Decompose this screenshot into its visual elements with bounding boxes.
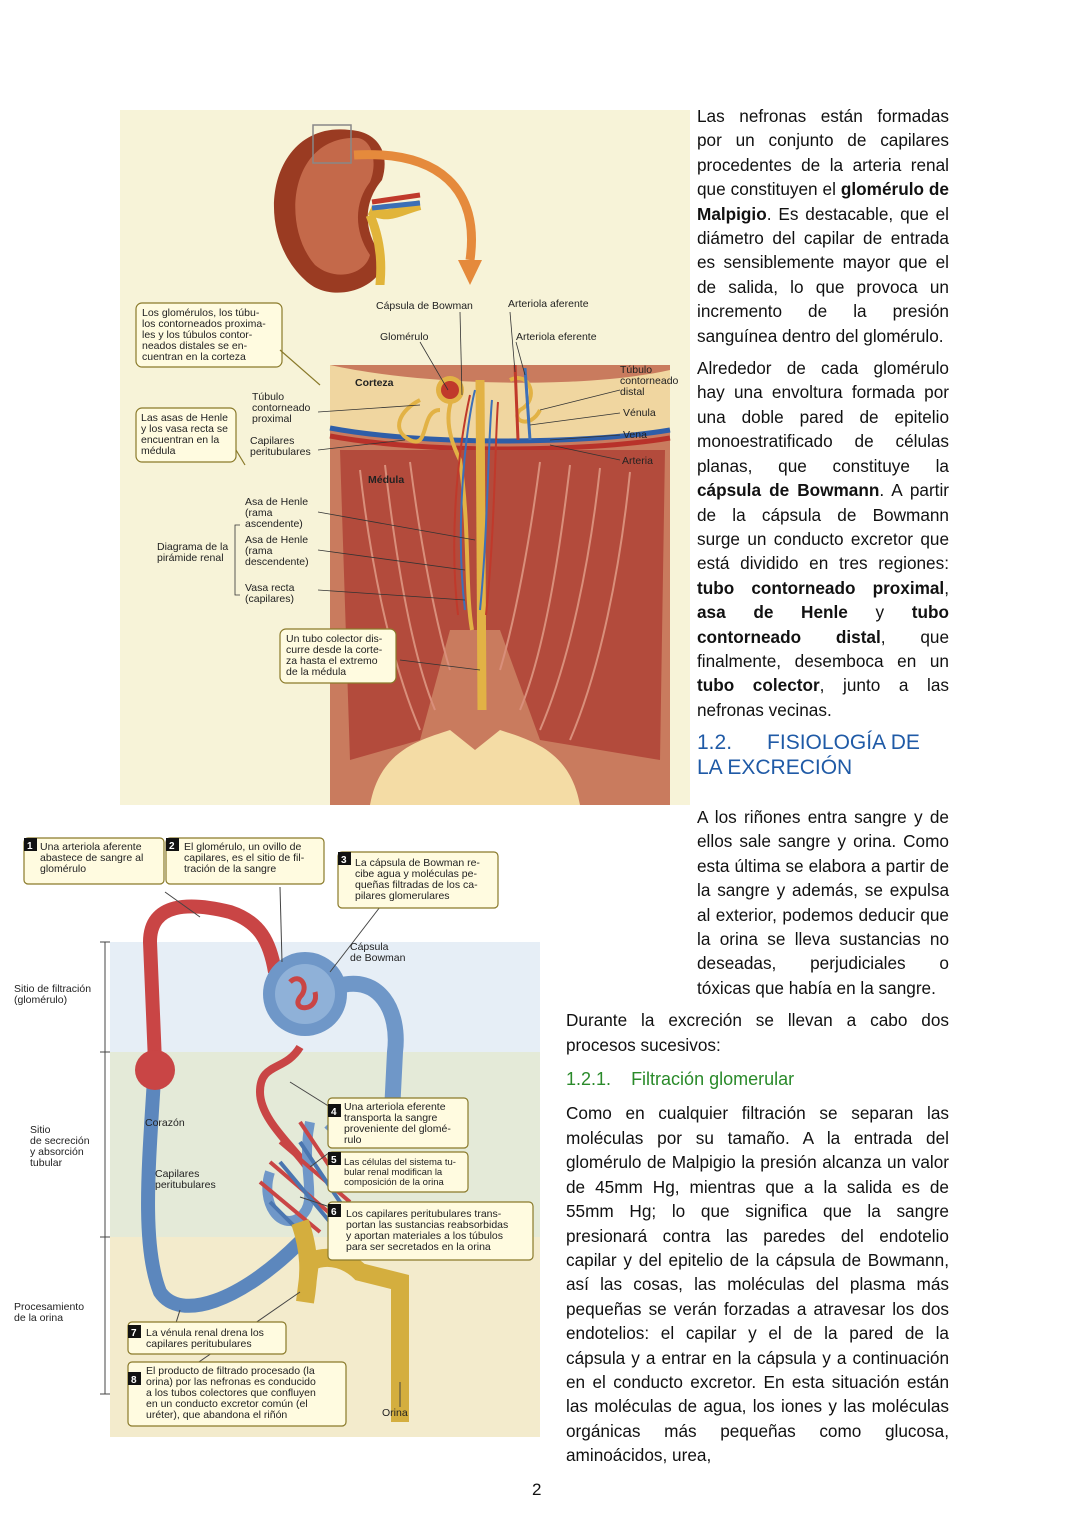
svg-text:proveniente del glomé-: proveniente del glomé- <box>344 1123 451 1135</box>
svg-text:portan las sustancias reabsorb: portan las sustancias reabsorbidas <box>346 1219 509 1231</box>
svg-text:Túbulo: Túbulo <box>252 391 285 403</box>
svg-text:Arteria: Arteria <box>622 455 653 467</box>
svg-text:pilares glomerulares: pilares glomerulares <box>355 890 450 902</box>
svg-text:pirámide renal: pirámide renal <box>157 552 224 564</box>
svg-text:(rama: (rama <box>245 507 273 519</box>
label-orina <box>382 1407 408 1419</box>
paragraph-excrecion: A los riñones entra sangre y de ellos sale sangre y orina. Como esta última se elabora a partir de la sangre y además, se expulsa al exterior, podemos deducir que la orina se lleva sustancias no deseadas, perjudiciales o tóxicas que había en la sangre. <box>697 807 949 998</box>
svg-text:tración de la sangre: tración de la sangre <box>184 863 277 875</box>
svg-text:El glomérulo, un ovillo de: El glomérulo, un ovillo de <box>184 841 302 853</box>
label-vasa-recta <box>245 582 295 605</box>
label-diagrama-piramide <box>157 541 228 564</box>
svg-text:tubular: tubular <box>30 1157 63 1169</box>
label-arteriola-eferente <box>516 331 597 343</box>
svg-text:5: 5 <box>331 1155 337 1166</box>
section-heading: 1.2. FISIOLOGÍA DE LA EXCRECIÓN <box>697 731 920 780</box>
figure-nephron-function <box>0 822 552 1440</box>
svg-text:curre desde la corte-: curre desde la corte- <box>286 644 383 656</box>
svg-text:queñas filtradas de los ca-: queñas filtradas de los ca- <box>355 879 478 891</box>
paragraph-capsula: Alrededor de cada glomérulo hay una envoltura formada por una doble pared de epitelio monoestratificado de células planas, que constituye la cápsula de Bowmann. A partir de la cápsula de Bowmann surge un conducto excretor que está dividido en tres regiones: tubo contorneado proximal, asa de Henle y tubo contorneado distal, que finalmente, desemboca en un tubo colector, junto a las nefronas vecinas. <box>697 358 950 720</box>
svg-text:cibe agua y moléculas pe-: cibe agua y moléculas pe- <box>355 868 477 880</box>
svg-text:Corteza: Corteza <box>355 377 394 389</box>
svg-text:capilares, es el sitio de fil-: capilares, es el sitio de fil- <box>184 852 305 864</box>
callout-henle <box>136 408 245 465</box>
svg-text:Vena: Vena <box>623 429 647 441</box>
svg-text:de Bowman: de Bowman <box>350 952 406 964</box>
svg-text:peritubulares: peritubulares <box>250 446 311 458</box>
svg-text:(glomérulo): (glomérulo) <box>14 994 68 1006</box>
svg-text:8: 8 <box>131 1375 137 1386</box>
label-arteria <box>622 455 653 467</box>
svg-text:capilares peritubulares: capilares peritubulares <box>146 1338 252 1350</box>
svg-text:El producto de filtrado proces: El producto de filtrado procesado (la <box>146 1365 315 1377</box>
callout-box-6 <box>328 1202 533 1260</box>
svg-text:Corazón: Corazón <box>145 1117 185 1129</box>
svg-text:Asa de Henle: Asa de Henle <box>245 496 309 508</box>
label-medula <box>368 474 404 486</box>
svg-text:Asa de Henle: Asa de Henle <box>245 534 309 546</box>
svg-text:peritubulares: peritubulares <box>155 1179 216 1191</box>
svg-text:La cápsula de Bowman re-: La cápsula de Bowman re- <box>355 857 480 869</box>
callout-box-2 <box>166 838 324 884</box>
svg-text:de la médula: de la médula <box>286 666 347 678</box>
svg-text:les y los túbulos contor-: les y los túbulos contor- <box>142 329 253 341</box>
svg-text:distal: distal <box>620 386 645 398</box>
svg-text:encuentran en la: encuentran en la <box>141 434 220 446</box>
paragraph-nefronas: Las nefronas están formadas por un conjunto de capilares procedentes de la arteria renal que constituyen el glomérulo de Malpigio. Es destacable, que el diámetro del capilar de entrada es sensiblemente mayor que el de salida, lo que provoca un incremento de la presión sanguínea dentro del glomérulo. <box>697 106 949 346</box>
svg-text:Orina: Orina <box>382 1407 408 1419</box>
svg-text:Arteriola eferente: Arteriola eferente <box>516 331 597 343</box>
svg-text:Cápsula de Bowman: Cápsula de Bowman <box>376 300 473 312</box>
svg-text:Las células del sistema tu-: Las células del sistema tu- <box>344 1157 456 1168</box>
svg-text:cuentran en la corteza: cuentran en la corteza <box>142 351 246 363</box>
svg-text:rulo: rulo <box>344 1134 362 1146</box>
subsection-heading: 1.2.1. Filtración glomerular <box>566 1069 795 1090</box>
svg-text:ascendente): ascendente) <box>245 518 303 530</box>
callout-box-7 <box>128 1322 286 1354</box>
svg-text:(rama: (rama <box>245 545 273 557</box>
svg-text:Vénula: Vénula <box>623 407 656 419</box>
label-glomerulo <box>380 331 429 343</box>
svg-text:Procesamiento: Procesamiento <box>14 1301 85 1313</box>
label-vena <box>623 429 647 441</box>
svg-text:Médula: Médula <box>368 474 405 486</box>
svg-text:Sitio de filtración: Sitio de filtración <box>14 983 92 995</box>
svg-text:médula: médula <box>141 445 176 457</box>
text-column-lower <box>566 805 949 1476</box>
svg-text:a los tubos colectores que con: a los tubos colectores que confluyen <box>146 1387 316 1399</box>
svg-text:glomérulo: glomérulo <box>40 863 87 875</box>
svg-text:bular renal modifican la: bular renal modifican la <box>344 1167 443 1178</box>
svg-text:uréter), que abandona el riñón: uréter), que abandona el riñón <box>146 1409 288 1421</box>
svg-text:Los capilares peritubulares tr: Los capilares peritubulares trans- <box>346 1208 502 1220</box>
label-arteriola-aferente <box>508 298 589 310</box>
svg-text:Una arteriola aferente: Una arteriola aferente <box>40 841 142 853</box>
svg-text:La vénula renal drena los: La vénula renal drena los <box>146 1327 264 1339</box>
svg-text:Las asas de Henle: Las asas de Henle <box>141 412 228 424</box>
svg-text:y aportan materiales a los túb: y aportan materiales a los túbulos <box>346 1230 504 1242</box>
svg-text:Diagrama de la: Diagrama de la <box>157 541 229 553</box>
svg-text:composición de la orina: composición de la orina <box>344 1177 444 1188</box>
svg-text:3: 3 <box>341 855 347 866</box>
svg-text:de la orina: de la orina <box>14 1312 64 1324</box>
svg-text:Túbulo: Túbulo <box>620 364 653 376</box>
paragraph-filtracion: Como en cualquier filtración se separan las moléculas por su tamaño. A la entrada del glomérulo de Malpigio la presión alcanza un valor de 45mm Hg, mientras que a la salida es de 55mm Hg; lo que significa que la sangre presionará contra las paredes del endotelio capilar y del epitelio de la cápsula de Bowmann, así las cosas, las moléculas del plasma más pequeñas se verán forzadas a atravesar los dos endotelios: el capilar y el de la pared de la cápsula y a entrar en la cápsula y a continuación en el conducto excretor. En esta situación están las moléculas de agua, los iones y las moléculas orgánicas más pequeñas como glucosa, aminoácidos, urea, <box>566 1103 949 1466</box>
svg-text:Sitio: Sitio <box>30 1124 51 1136</box>
svg-text:Los glomérulos, los túbu-: Los glomérulos, los túbu- <box>142 307 260 319</box>
svg-text:proximal: proximal <box>252 413 292 425</box>
svg-text:Capilares: Capilares <box>250 435 295 447</box>
text-column-upper <box>697 104 949 788</box>
svg-text:orina) por las nefronas es con: orina) por las nefronas es conducido <box>146 1376 316 1388</box>
svg-text:2: 2 <box>169 841 175 852</box>
svg-text:Glomérulo: Glomérulo <box>380 331 429 343</box>
label-capsula-bowman <box>376 300 473 312</box>
callout-box-1 <box>24 838 164 884</box>
svg-text:Cápsula: Cápsula <box>350 941 389 953</box>
figure-nephron-pyramid <box>120 110 690 805</box>
svg-text:4: 4 <box>331 1107 337 1118</box>
svg-text:7: 7 <box>131 1328 137 1339</box>
svg-text:abastece de sangre al: abastece de sangre al <box>40 852 144 864</box>
callout-box-4 <box>328 1098 468 1148</box>
svg-text:1: 1 <box>27 841 33 852</box>
callout-box-3 <box>338 852 498 908</box>
svg-text:y los vasa recta se: y los vasa recta se <box>141 423 228 435</box>
svg-text:Un tubo colector dis-: Un tubo colector dis- <box>286 633 383 645</box>
svg-text:de secreción: de secreción <box>30 1135 90 1147</box>
renal-pyramid-illustration <box>330 365 670 805</box>
svg-text:descendente): descendente) <box>245 556 309 568</box>
svg-text:Arteriola aferente: Arteriola aferente <box>508 298 589 310</box>
svg-text:contorneado: contorneado <box>620 375 679 387</box>
svg-text:Una arteriola eferente: Una arteriola eferente <box>344 1101 446 1113</box>
page-number: 2 <box>532 1480 542 1499</box>
paragraph-procesos: Durante la excreción se llevan a cabo dos procesos sucesivos: <box>566 1010 949 1055</box>
svg-text:en un conducto excretor común: en un conducto excretor común (el <box>146 1398 308 1410</box>
svg-text:transporta la sangre: transporta la sangre <box>344 1112 438 1124</box>
svg-text:los contorneados proxima-: los contorneados proxima- <box>142 318 266 330</box>
svg-text:neados distales se en-: neados distales se en- <box>142 340 248 352</box>
svg-text:Capilares: Capilares <box>155 1168 200 1180</box>
label-corazon <box>145 1117 185 1129</box>
svg-text:Vasa recta: Vasa recta <box>245 582 295 594</box>
svg-text:za hasta el extremo: za hasta el extremo <box>286 655 378 667</box>
callout-box-8 <box>128 1362 346 1426</box>
svg-text:6: 6 <box>331 1207 337 1218</box>
callout-tubo-colector <box>280 629 396 683</box>
callout-box-5 <box>328 1152 468 1192</box>
svg-text:(capilares): (capilares) <box>245 593 295 605</box>
label-venula <box>623 407 656 419</box>
svg-text:para ser secretados en la orin: para ser secretados en la orina <box>346 1241 491 1253</box>
label-corteza <box>355 377 394 389</box>
svg-text:y absorción: y absorción <box>30 1146 84 1158</box>
svg-text:contorneado: contorneado <box>252 402 311 414</box>
